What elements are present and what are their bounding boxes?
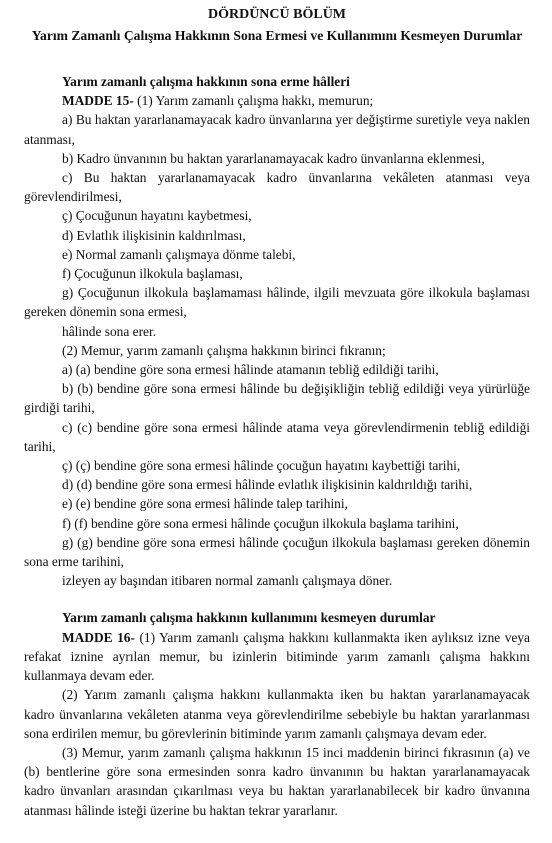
madde-15-item-b: b) Kadro ünvanının bu haktan yararlanamayacak kadro ünvanlarına eklenmesi, [62, 150, 485, 166]
madde-15-para-2-closing: izleyen ay başından itibaren normal zamanlı çalışmaya döner. [62, 573, 393, 589]
madde-15-item-c: c) Bu haktan yararlanamayacak kadro ünvanlarına vekâleten atanması veya görevlendirilmesi, [24, 170, 530, 205]
madde-15-item-d: d) Evlatlık ilişkisinin kaldırılması, [62, 227, 246, 243]
madde-15-para-2-item-e: e) (e) bendine göre sona ermesi hâlinde talep tarihini, [62, 496, 348, 512]
madde-15-item-e: e) Normal zamanlı çalışmaya dönme talebi, [62, 246, 296, 262]
madde-15-para-2-item-cc: ç) (ç) bendine göre sona ermesi hâlinde çocuğun hayatını kaybettiği tarihi, [62, 458, 461, 474]
madde-15-item-cc: ç) Çocuğunun hayatını kaybetmesi, [62, 208, 252, 224]
chapter-title: DÖRDÜNCÜ BÖLÜM [207, 7, 347, 22]
madde-16-text: (1) Yarım zamanlı çalışma hakkını kullanmakta iken aylıksız izne veya refakat iznine ayrılan memur, bu izinlerin bitiminde yarım zamanlı çalışma hakkını kullanmaya devam eder. [24, 629, 530, 684]
madde-16-para-1 [24, 628, 530, 686]
madde-15-para-2-item-f: f) (f) bendine göre sona ermesi hâlinde çocuğun ilkokula başlama tarihini, [62, 515, 459, 531]
chapter-subtitle: Yarım Zamanlı Çalışma Hakkının Sona Ermesi ve Kullanımını Kesmeyen Durumlar [31, 28, 523, 43]
section-heading-madde-16: Yarım zamanlı çalışma hakkının kullanımını kesmeyen durumlar [62, 610, 436, 626]
madde-16-para-2: (2) Yarım zamanlı çalışma hakkını kullanmakta iken bu haktan yararlanamayacak kadro ünvanlarına vekâleten atanma veya görevlendirilme sebebiyle bu haktan yararlanması sona erdirilen memur, bu görevlerinin bitiminde yarım zamanlı çalışmaya devam eder. [24, 687, 530, 741]
madde-15-intro [24, 91, 530, 110]
madde-15-para-2-item-a: a) (a) bendine göre sona ermesi hâlinde atamanın tebliğ edildiği tarihi, [62, 362, 439, 378]
madde-16-para-3: (3) Memur, yarım zamanlı çalışma hakkının 15 inci maddenin birinci fıkrasının (a) ve (b) bentlerine göre sona ermesinden sonra kadro ünvanının bu haktan yararlanamayacak kadro ünvanları arasından çıkarılması veya bu haktan yararlanabilecek bir kadro ünvanına atanması hâlinde isteği üzerine bu haktan tekrar yararlanır. [24, 744, 530, 818]
madde-15-para-2-item-d: d) (d) bendine göre sona ermesi hâlinde evlatlık ilişkisinin kaldırıldığı tarihi, [62, 477, 473, 493]
madde-15-item-f: f) Çocuğunun ilkokula başlaması, [62, 266, 243, 282]
madde-15-item-g: g) Çocuğunun ilkokula başlamaması hâlinde, ilgili mevzuata göre ilkokula başlaması gereken dönemin sona ermesi, [24, 285, 530, 320]
madde-15-label: MADDE 15- [62, 93, 134, 109]
madde-15-para-2-intro: (2) Memur, yarım zamanlı çalışma hakkının birinci fıkranın; [62, 342, 386, 358]
madde-15-item-a: a) Bu haktan yararlanamayacak kadro ünvanlarına yer değiştirme suretiyle veya naklen atanması, [24, 112, 530, 147]
madde-16-label: MADDE 16- [62, 629, 135, 645]
madde-15-para-2-item-b: b) (b) bendine göre sona ermesi hâlinde bu değişikliğin tebliğ edildiği veya yürürlüğe girdiği tarihi, [24, 381, 530, 416]
madde-15-para-2-item-c: c) (c) bendine göre sona ermesi hâlinde atama veya görevlendirmenin tebliğ edildiği tarihi, [24, 419, 530, 454]
section-heading-madde-15: Yarım zamanlı çalışma hakkının sona erme hâlleri [62, 74, 350, 89]
madde-15-closing: hâlinde sona erer. [62, 323, 157, 339]
madde-15-para-2-item-g: g) (g) bendine göre sona ermesi hâlinde çocuğun ilkokula başlaması gereken dönemin sona erme tarihini, [24, 534, 530, 570]
madde-15-text: (1) Yarım zamanlı çalışma hakkı, memurun; [133, 93, 374, 109]
